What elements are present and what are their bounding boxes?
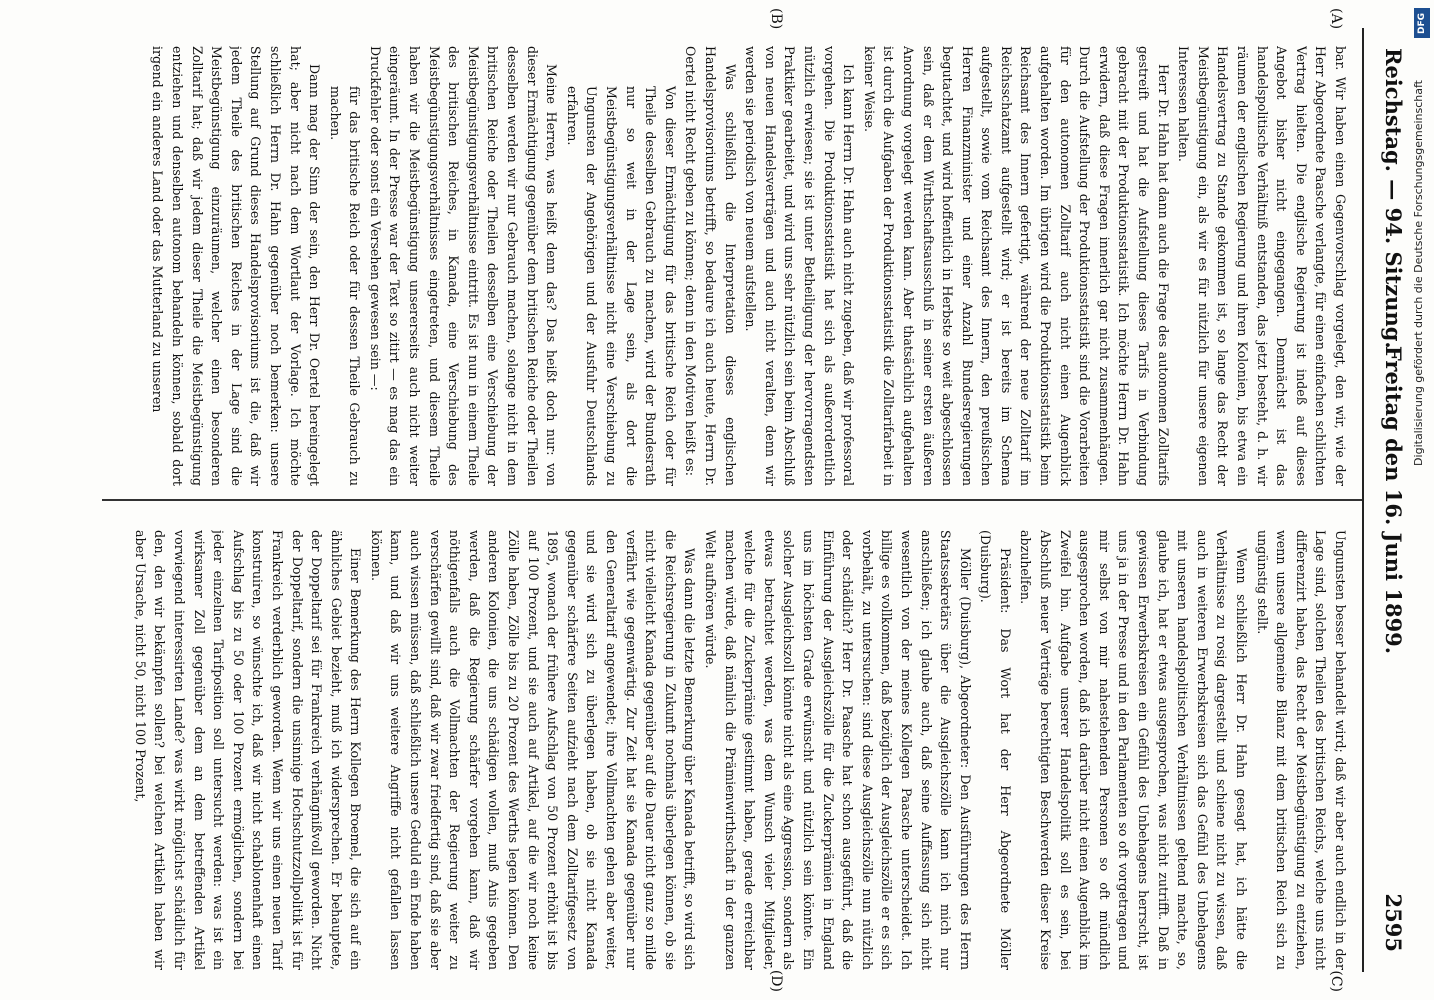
paragraph: Dann mag der Sinn der sein, den Herr Dr. Oertel hereingelegt hat; aber nicht nach dem Wortlaut der Vorlage. Ich möchte schließlich Herrn Dr. Hahn gegenüber noch bemerken: unsere Stellung auf Grund dieses Handelsprovisoriums ist die, daß wir jedem Theile des britischen Reiches in der Lage sind die Meistbegünstigung einzuräumen, welcher einen besonderen Zolltarif hat; daß wir jedem dieser Theile die Meistbegünstigung entziehen und denselben autonom behandeln können, sobald dort irgend ein anderes Land oder das Mutterland zu unseren bbox=[150, 46, 323, 486]
paragraph: Meine Herren, was heißt denn das? Das heißt doch nur: von dieser Ermächtigung gegenüber dem britischen Reiche oder Theilen desselben werden wir nur Gebrauch machen, solange nicht in dem britischen Reiche oder Theilen desselben eine Verschiebung der Meistbegünstigungsverhältnisse eintritt. Es ist nun in einem Theile des britischen Reiches, in Kanada, eine Verschiebung des Meistbegünstigungsverhältnisses eingetreten, und diesem Theile haben wir die Meistbegünstigung unsererseits auch nicht weiter eingeräumt. In der Presse war der Text so zitirt — es mag das ein Druckfehler oder sonst ein Versehen gewesen sein —: bbox=[367, 46, 560, 486]
digitization-note bbox=[1406, 0, 1434, 1000]
paragraph: Was dann die letzte Bemerkung über Kanada betrifft, so wird sich die Reichsregierung in Zukunft nochmals überlegen können, ob sie nicht vielleicht Kanada gegenüber auf die Dauer nicht ganz so milde verfährt wie gegenwärtig. Zur Zeit hat sie Kanada gegenüber nur den Generaltarif angewendet; ihre Vollmachten gehen aber weiter, und sie wird sich zu überlegen haben, ob sie nicht Kanada gegenüber schärfere Seiten aufzieht nach dem Zolltarifgesetz von 1895, wonach der frühere Aufschlag von 50 Prozent erhöht ist bis auf 100 Prozent, und sie auch auf Artikel, auf die wir noch keine Zölle haben, Zölle bis zu 20 Prozent des Werths legen können. Den anderen Kolonien, die uns schädigen wollen, muß Anis gegeben werden, daß die Regierung schärfer vorgehen kann, daß wir nöthigenfalls auch die Vollmachten der Regierung weiter zu verschärfen gewillt sind, daß wir zwar friedfertig sind, daß sie aber auch wissen müssen, daß schließlich unsere Geduld ein Ende haben kann, und daß wir uns weitere Angriffe nicht gefallen lassen können. bbox=[368, 530, 698, 970]
paragraph: Präsident: Das Wort hat der Herr Abgeordnete Möller (Duisburg). bbox=[978, 530, 1013, 970]
quotation: Von dieser Ermächtigung für das britische Reich oder für Theile desselben Gebrauch zu machen, wird der Bundesrath nur so weit in der Lage sein, als dort die Meistbegünstigungsverhältnisse nicht eine Verschiebung zu Ungunsten der Angehörigen und der Ausfuhr Deutschlands erfahren. bbox=[564, 86, 678, 486]
margin-mark-a: (A) bbox=[1328, 8, 1344, 30]
margin-mark-c: (C) bbox=[1328, 970, 1344, 992]
left-column bbox=[100, 46, 1350, 486]
paragraph: bar. Wir haben einen Gegenvorschlag vorgelegt, den wir, wie der Herr Abgeordnete Paasche verlangte, für einen einfachen schlichten Vertrag hielten. Die englische Regierung ist indeß auf dieses Angebot bisher nicht eingegangen. Demnächst ist das handelspolitische Verhältniß entstanden, das jetzt besteht, d. h. wir räumen der englischen Regierung und ihren Kolonien, bis etwa ein Handelsvertrag zu Stande gekommen ist, so lange das Recht der Meistbegünstigung ein, als wir es für nützlich für unsere eigenen Interessen halten. bbox=[1176, 46, 1348, 486]
digitization-credit: Digitalisierung gefördert durch die Deutsche Forschungsgemeinschaft bbox=[1412, 80, 1425, 466]
paragraph: Ich kann Herrn Dr. Hahn auch nicht zugeben, daß wir professoral vorgehen. Die Produktionsstatistik hat sich als außerordentlich nützlich erwiesen; sie ist unter Betheiligung der hervorragendsten Praktiker gearbeitet, und wird uns sehr nützlich sein beim Abschluß von neuen Handelsverträgen und auch nicht veralten, denn wir werden sie periodisch von neuem aufstellen. bbox=[743, 46, 857, 486]
page-number: 2595 bbox=[1381, 893, 1406, 952]
paragraph: Herr Dr. Hahn hat dann auch die Frage des autonomen Zolltarifs gestreift und hat die Aufstellung dieses Tarifs in Verbindung gebracht mit der Produktionsstatistik. Ich möchte Herrn Dr. Hahn erwidern, daß diese Fragen innerlich gar nicht zusammenhängen. Durch die Aufstellung der Produktionsstatistik sind die Vorarbeiten für den autonomen Zolltarif auch nicht einen Augenblick aufgehalten worden. Im übrigen wird die Produktionsstatistik beim Reichsamt des Innern gefertigt, während der neue Zolltarif im Reichsschatzamt aufgestellt wird; er ist bereits im Schema aufgestellt, sowie vom Reichsamt des Innern, den preußischen Herren Finanzminister und einer Anzahl Bundesregierungen begutachtet, und wird hoffentlich in Herbste so weit abgeschlossen sein, daß er dem Wirthschaftsausschuß in seiner ersten äußeren Anordnung vorgelegt werden kann. Aber thatsächlich aufgehalten ist durch die Aufgaben der Produktionsstatistik die Zolltarifarbeit in keiner Weise. bbox=[861, 46, 1171, 486]
column-divider bbox=[102, 499, 1362, 501]
header-session: Reichstag. — 94. Sitzung. bbox=[1381, 48, 1406, 349]
paragraph: Ungunsten besser behandelt wird; daß wir aber auch endlich in der Lage sind, solchen Theilen des britischen Reichs, welche uns nicht differenzirt haben, das Recht der Meistbegünstigung zu entziehen, wenn unsere allgemeine Bilanz mit dem britischen Reich sich zu ungünstig stellt. bbox=[1254, 530, 1348, 970]
header-rule bbox=[1362, 28, 1364, 972]
paragraph: Einer Bemerkung des Herrn Kollegen Broemel, die sich auf ein ähnliches Gebiet bezieht, muß ich widersprechen. Er behauptete, der Doppeltarif sei für Frankreich verhängnißvoll geworden. Nicht der Doppeltarif, sondern die unsinnige Hochschutzzollpolitik ist für Frankreich verderblich geworden. Wenn wir uns einen neuen Tarif konstruiren, so wünschte ich, daß wir nicht schablonenhaft einen Aufschlag bis zu 50 oder 100 Prozent ermöglichen, sondern bei jeder einzelnen Tarifposition soll untersucht werden: was ist ein wirksamer Zoll gegenüber dem an dem betreffenden Artikel vorwiegend interessirten Lande? was wirkt möglichst schädlich für den, den wir bekämpfen sollen? bei welchen Artikeln haben wir aber Ursache, nicht 50, nicht 100 Prozent, bbox=[132, 530, 364, 970]
margin-mark-d: (D) bbox=[768, 969, 784, 992]
header-date: Freitag den 16. Juni 1899. bbox=[1381, 345, 1406, 655]
dfg-logo: DFG bbox=[1414, 8, 1430, 38]
margin-mark-b: (B) bbox=[768, 8, 784, 30]
paragraph: Möller (Duisburg), Abgeordneter: Den Ausführungen des Herrn Staatssekretärs über die Ausgleichszölle kann ich mich nur anschließen; ich glaube auch, daß seine Auffassung sich nicht wesentlich von der meines Kollegen Paasche unterscheidet. Ich billige es vollkommen, daß bezüglich der Ausgleichszölle er es sich vorbehält, zu untersuchen: sind diese Ausgleichszölle nun nützlich oder schädlich? Herr Dr. Paasche hat schon ausgeführt, daß die Einführung der Ausgleichszölle für die Zuckerprämien in England uns im höchsten Grade erwünscht und nützlich sein könnte. Ein solcher Ausgleichszoll könnte nicht als eine Aggression, sondern als etwas betrachtet werden, was dem Wunsch vieler Mitglieder, welche für die Zuckerprämie gestimmt haben, gerade erreichbar machen würde, daß nämlich die Prämienwirthschaft in der ganzen Welt aufhören würde. bbox=[703, 530, 973, 970]
right-column bbox=[100, 530, 1350, 970]
paragraph: Was schließlich die Interpretation dieses englischen Handelsprovisoriums betrifft, so bedaure ich auch heute, Herrn Dr. Oertel nicht Recht geben zu können; denn in den Motiven heißt es: bbox=[683, 46, 738, 486]
quotation: für das britische Reich oder für dessen Theile Gebrauch zu machen. bbox=[327, 86, 363, 486]
paragraph: Wenn schließlich Herr Dr. Hahn gesagt hat, ich hätte die Verhältnisse zu rosig dargestellt und schiene nicht zu wissen, daß auch in weiteren Erwerbskreisen sich das Gefühl des Unbehagens mit unseren handelspolitischen Verhältnissen geltend machte, so, glaube ich, hat er etwas ausgesprochen, was nicht zutrifft. Daß in gewissen Erwerbskreisen ein Gefühl des Unbehagens herrscht, ist uns ja in der Presse und in den Parlamenten so oft vorgetragen und mir selbst von mir nahestehenden Personen so oft mündlich ausgesprochen worden, daß ich darüber nicht einen Augenblick im Zweifel bin. Aufgabe unserer Handelspolitik soll es sein, bei Abschluß neuer Verträge berechtigten Beschwerden dieser Kreise abzuhelfen. bbox=[1018, 530, 1250, 970]
